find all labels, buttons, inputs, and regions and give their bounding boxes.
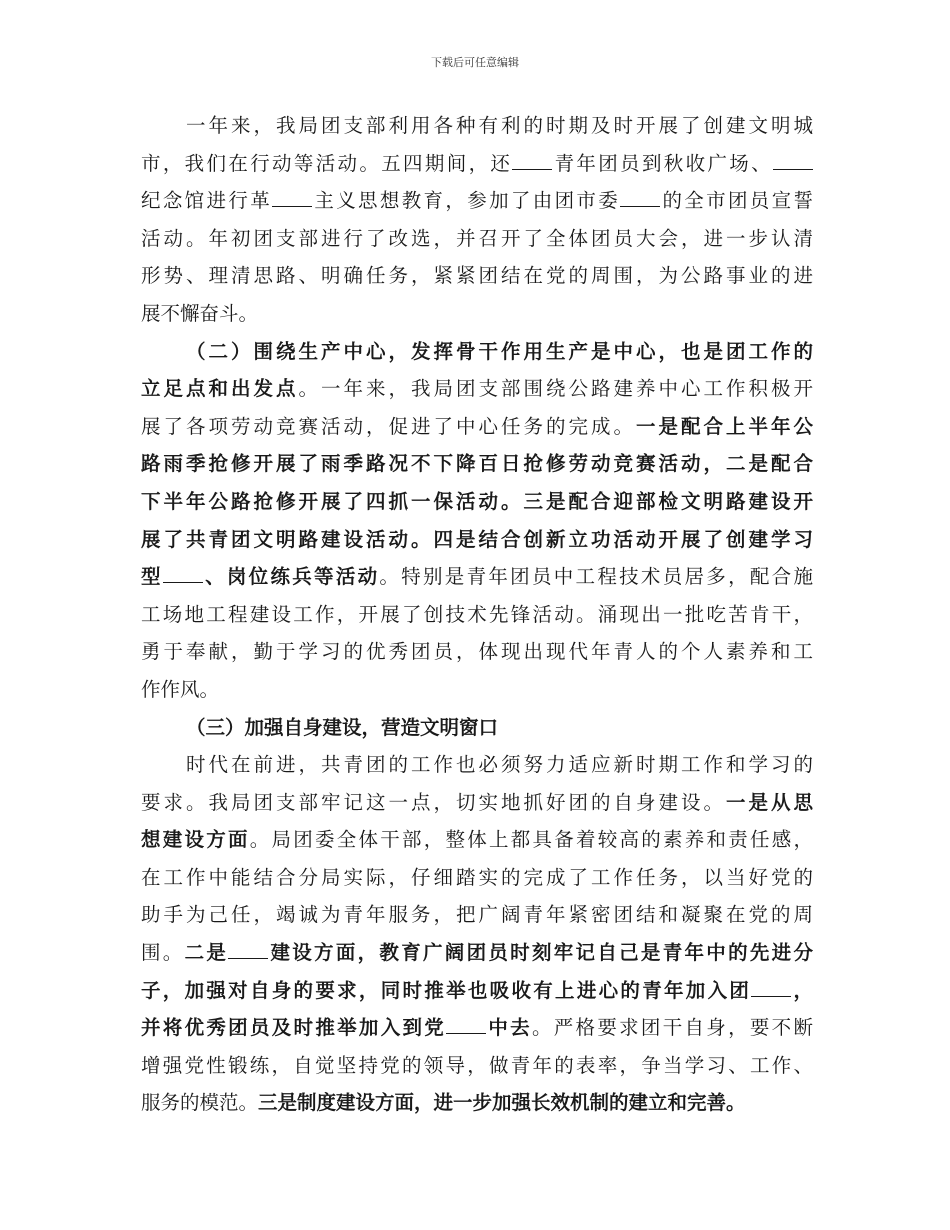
bold-text-segment: 建设方面，教育广阔团员时刻牢记自己是青年中的先进分 bbox=[268, 941, 813, 965]
text-line bbox=[141, 896, 813, 934]
bold-text-segment: 展了共青团文明路建设活动。四是结合创新立功活动开展了创建学习 bbox=[141, 527, 813, 551]
document-body bbox=[141, 107, 813, 1122]
fill-in-blank bbox=[512, 151, 552, 170]
fill-in-blank bbox=[228, 941, 268, 960]
text-segment: 展了各项劳动竞赛活动，促进了中心任务的完成。 bbox=[141, 414, 636, 438]
text-segment: 服务的模范。 bbox=[141, 1091, 259, 1115]
fill-in-blank bbox=[620, 189, 660, 208]
text-segment: 展不懈奋斗。 bbox=[141, 301, 259, 325]
text-line bbox=[141, 1009, 813, 1047]
text-segment: 要求。我局团支部牢记这一点，切实地抓好团的自身建设。 bbox=[141, 790, 726, 814]
text-line bbox=[141, 295, 813, 333]
bold-text-segment: 、岗位练兵等活动 bbox=[202, 565, 380, 589]
text-segment: 。严格要求团干自身，要不断 bbox=[531, 1016, 813, 1040]
fill-in-blank bbox=[773, 151, 813, 170]
text-segment: 的全市团员宣誓 bbox=[660, 189, 813, 213]
bold-text-segment: 一是从思 bbox=[725, 790, 813, 814]
text-segment: 。一年来，我局团支部围绕公路建养中心工作积极开 bbox=[298, 377, 813, 401]
text-segment: 增强党性锻练，自觉坚持党的领导，做青年的表率，争当学习、工作、 bbox=[141, 1053, 813, 1077]
text-segment: 主义思想教育，参加了由团市委 bbox=[312, 189, 621, 213]
text-line bbox=[141, 633, 813, 671]
text-line bbox=[141, 821, 813, 859]
text-line bbox=[141, 1047, 813, 1085]
text-line bbox=[141, 182, 813, 220]
text-segment: 时代在前进，共青团的工作也必须努力适应新时期工作和学习的 bbox=[186, 753, 813, 777]
text-line bbox=[141, 671, 813, 709]
text-line bbox=[141, 558, 813, 596]
text-line bbox=[141, 370, 813, 408]
text-line bbox=[141, 333, 813, 371]
bold-text-segment: 路雨季抢修开展了雨季路况不下降百日抢修劳动竞赛活动，二是配合 bbox=[141, 452, 813, 476]
text-line bbox=[141, 521, 813, 559]
text-segment: 。局团委全体干部，整体上都具备着较高的素养和责任感， bbox=[249, 828, 813, 852]
bold-text-segment: 子，加强对自身的要求，同时推举也吸收有上进心的青年加入团 bbox=[141, 978, 752, 1002]
text-segment: 。特别是青年团员中工程技术员居多，配合施 bbox=[379, 565, 813, 589]
text-line bbox=[141, 220, 813, 258]
text-segment: 在工作中能结合分局实际，仔细踏实的完成了工作任务，以当好党的 bbox=[141, 865, 813, 889]
text-segment: 围。 bbox=[141, 941, 185, 965]
text-line bbox=[141, 709, 813, 747]
bold-text-segment: （三）加强自身建设，营造文明窗口 bbox=[186, 715, 499, 739]
fill-in-blank bbox=[751, 978, 791, 997]
text-line bbox=[141, 972, 813, 1010]
text-segment: 助手为己任，竭诚为青年服务，把广阔青年紧密团结和凝聚在党的周 bbox=[141, 903, 813, 927]
text-segment: 形势、理清思路、明确任务，紧紧团结在党的周围，为公路事业的进 bbox=[141, 264, 813, 288]
text-line bbox=[141, 408, 813, 446]
bold-text-segment: ， bbox=[791, 978, 813, 1002]
bold-text-segment: 想建设方面 bbox=[141, 828, 250, 852]
fill-in-blank bbox=[272, 189, 312, 208]
text-segment: 一年来，我局团支部利用各种有利的时期及时开展了创建文明城 bbox=[186, 114, 813, 137]
fill-in-blank bbox=[446, 1016, 486, 1035]
bold-text-segment: （二）围绕生产中心，发挥骨干作用生产是中心，也是团工作的 bbox=[186, 339, 813, 363]
text-segment: 工场地工程建设工作，开展了创技术先锋活动。涌现出一批吃苦肯干， bbox=[141, 602, 813, 626]
text-segment: 纪念馆进行革 bbox=[141, 189, 273, 213]
bold-text-segment: 型 bbox=[141, 565, 163, 589]
text-line bbox=[141, 107, 813, 145]
text-segment: 作作风。 bbox=[141, 677, 220, 701]
text-segment: 市，我们在行动等活动。五四期间，还 bbox=[141, 151, 513, 175]
bold-text-segment: 中去 bbox=[486, 1016, 532, 1040]
text-line bbox=[141, 445, 813, 483]
text-line bbox=[141, 934, 813, 972]
text-line bbox=[141, 746, 813, 784]
text-line bbox=[141, 784, 813, 822]
fill-in-blank bbox=[163, 565, 203, 584]
bold-text-segment: 下半年公路抢修开展了四抓一保活动。三是配合迎部检文明路建设开 bbox=[141, 489, 813, 513]
text-segment: 青年团员到秋收广场、 bbox=[552, 151, 773, 175]
bold-text-segment: 一是配合上半年公 bbox=[635, 414, 813, 438]
text-line bbox=[141, 483, 813, 521]
text-line bbox=[141, 145, 813, 183]
bold-text-segment: 立足点和出发点 bbox=[141, 377, 299, 401]
bold-text-segment: 三是制度建设方面，进一步加强长效机制的建立和完善。 bbox=[258, 1091, 746, 1115]
bold-text-segment: 二是 bbox=[184, 941, 229, 965]
text-line bbox=[141, 596, 813, 634]
page-header: 下载后可任意编辑 bbox=[431, 56, 519, 69]
bold-text-segment: 并将优秀团员及时推举加入到党 bbox=[141, 1016, 447, 1040]
text-segment: 活动。年初团支部进行了改选，并召开了全体团员大会，进一步认清 bbox=[141, 226, 813, 250]
text-line bbox=[141, 1084, 813, 1122]
text-line bbox=[141, 859, 813, 897]
text-segment: 勇于奉献，勤于学习的优秀团员，体现出现代年青人的个人素养和工 bbox=[141, 640, 813, 664]
text-line bbox=[141, 257, 813, 295]
